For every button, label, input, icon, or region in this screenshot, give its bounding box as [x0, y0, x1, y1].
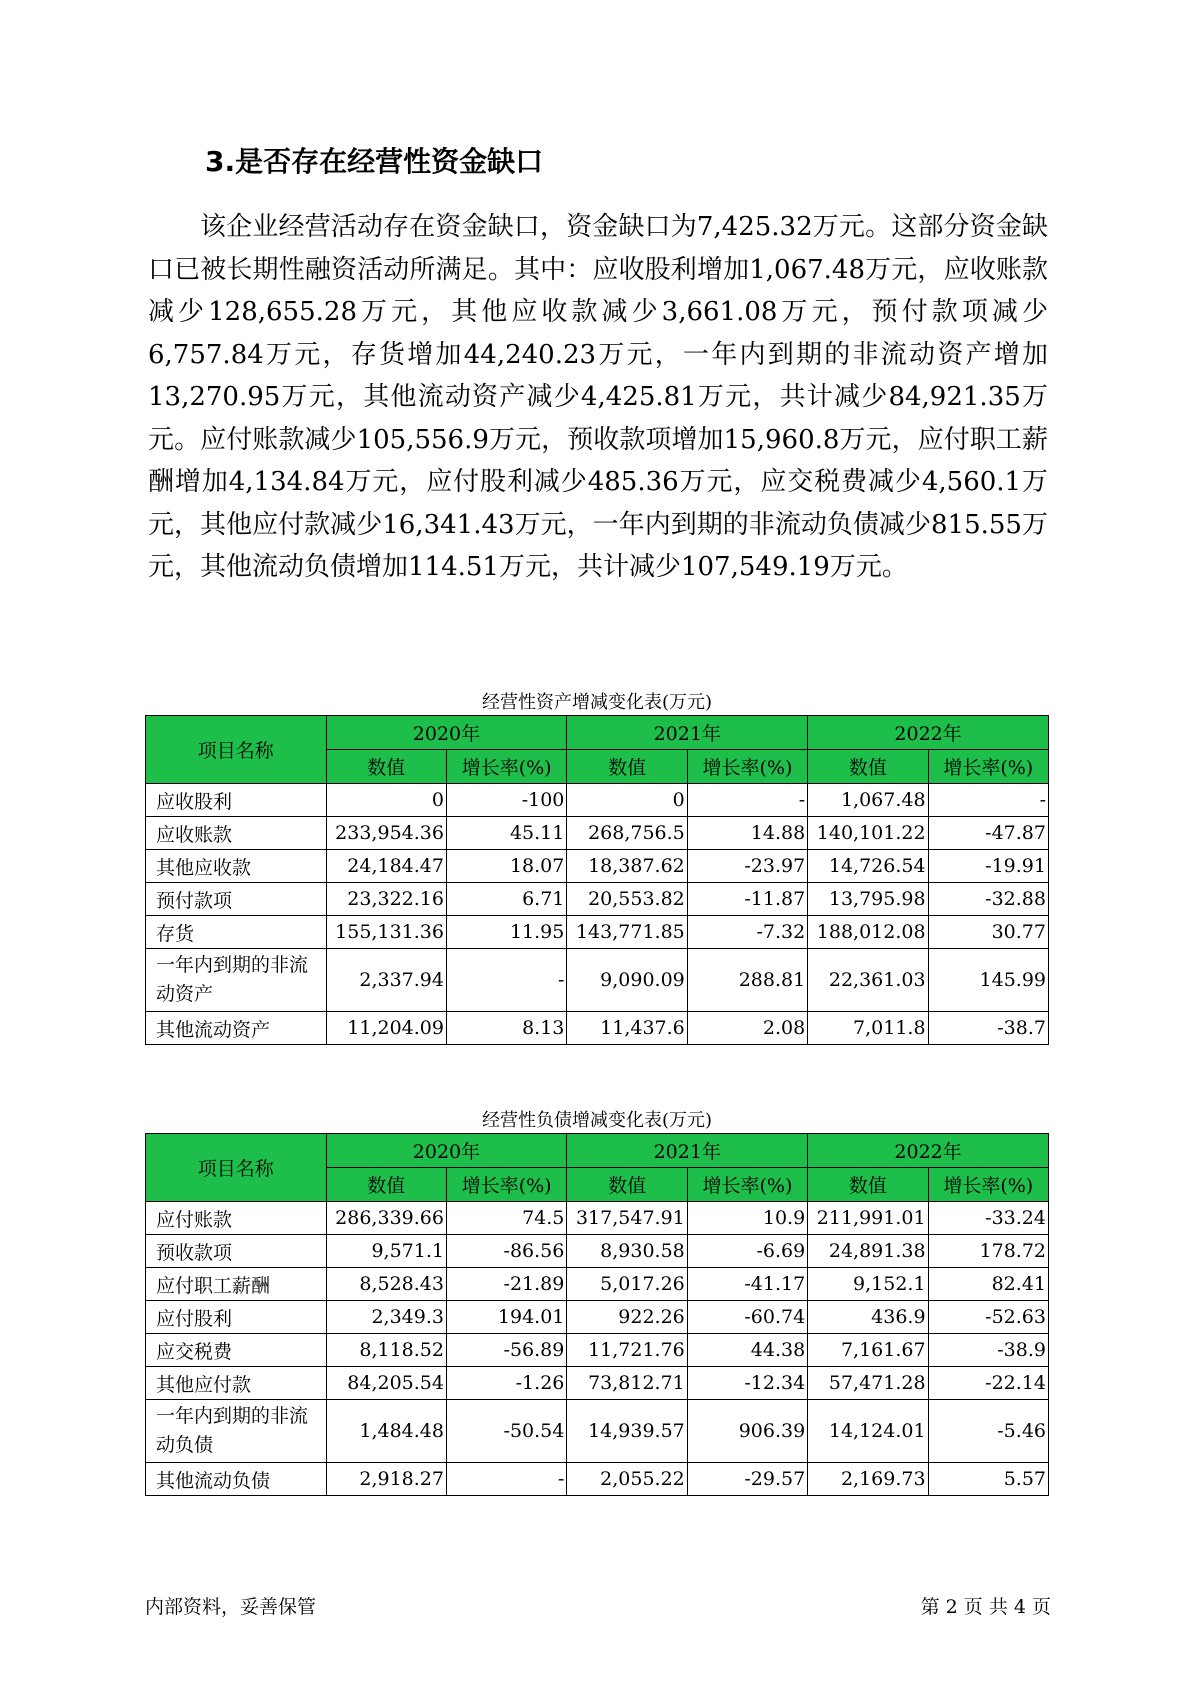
value-cell: 23,322.16: [326, 883, 446, 916]
table-row: [146, 1463, 1049, 1496]
value-cell: 57,471.28: [808, 1367, 928, 1400]
growth-rate-cell: 6.71: [446, 883, 566, 916]
growth-rate-cell: -6.69: [687, 1235, 807, 1268]
value-cell: 8,528.43: [326, 1268, 446, 1301]
growth-rate-cell: 82.41: [928, 1268, 1048, 1301]
value-cell: 22,361.03: [808, 949, 928, 1012]
value-cell: 9,152.1: [808, 1268, 928, 1301]
table-row: [146, 916, 1049, 949]
value-cell: 922.26: [567, 1301, 687, 1334]
value-cell: 7,161.67: [808, 1334, 928, 1367]
value-cell: 211,991.01: [808, 1202, 928, 1235]
header-rate: 增长率(%): [928, 1168, 1048, 1202]
header-item-name: 项目名称: [146, 716, 327, 784]
row-item-name: 预付款项: [146, 883, 327, 916]
table-row: [146, 1268, 1049, 1301]
growth-rate-cell: 2.08: [687, 1012, 807, 1045]
value-cell: 11,204.09: [326, 1012, 446, 1045]
header-year: 2022年: [808, 1134, 1049, 1168]
growth-rate-cell: 145.99: [928, 949, 1048, 1012]
value-cell: 9,090.09: [567, 949, 687, 1012]
asset-change-table: [145, 715, 1049, 1045]
row-item-name: 应交税费: [146, 1334, 327, 1367]
table-row: [146, 1012, 1049, 1045]
row-item-name: 应付职工薪酬: [146, 1268, 327, 1301]
growth-rate-cell: -41.17: [687, 1268, 807, 1301]
value-cell: 2,337.94: [326, 949, 446, 1012]
footer-confidential-note: 内部资料，妥善保管: [145, 1596, 317, 1618]
value-cell: 317,547.91: [567, 1202, 687, 1235]
row-item-name: 应收账款: [146, 817, 327, 850]
value-cell: 9,571.1: [326, 1235, 446, 1268]
growth-rate-cell: -50.54: [446, 1400, 566, 1463]
value-cell: 8,118.52: [326, 1334, 446, 1367]
row-item-name: 一年内到期的非流动负债: [146, 1400, 327, 1463]
header-rate: 增长率(%): [687, 750, 807, 784]
value-cell: 143,771.85: [567, 916, 687, 949]
value-cell: 24,184.47: [326, 850, 446, 883]
growth-rate-cell: 178.72: [928, 1235, 1048, 1268]
value-cell: 11,721.76: [567, 1334, 687, 1367]
liability-table-caption: 经营性负债增减变化表(万元): [481, 1110, 713, 1131]
value-cell: 84,205.54: [326, 1367, 446, 1400]
value-cell: 2,918.27: [326, 1463, 446, 1496]
growth-rate-cell: -33.24: [928, 1202, 1048, 1235]
value-cell: 14,124.01: [808, 1400, 928, 1463]
growth-rate-cell: -12.34: [687, 1367, 807, 1400]
value-cell: 140,101.22: [808, 817, 928, 850]
header-value: 数值: [567, 1168, 687, 1202]
table-row: [146, 949, 1049, 1012]
growth-rate-cell: -7.32: [687, 916, 807, 949]
header-rate: 增长率(%): [446, 750, 566, 784]
growth-rate-cell: -: [446, 949, 566, 1012]
growth-rate-cell: -5.46: [928, 1400, 1048, 1463]
growth-rate-cell: -1.26: [446, 1367, 566, 1400]
growth-rate-cell: -60.74: [687, 1301, 807, 1334]
growth-rate-cell: 11.95: [446, 916, 566, 949]
value-cell: 1,484.48: [326, 1400, 446, 1463]
value-cell: 24,891.38: [808, 1235, 928, 1268]
value-cell: 18,387.62: [567, 850, 687, 883]
header-year: 2022年: [808, 716, 1049, 750]
growth-rate-cell: -: [687, 784, 807, 817]
value-cell: 1,067.48: [808, 784, 928, 817]
growth-rate-cell: -86.56: [446, 1235, 566, 1268]
value-cell: 11,437.6: [567, 1012, 687, 1045]
growth-rate-cell: -29.57: [687, 1463, 807, 1496]
header-value: 数值: [808, 750, 928, 784]
growth-rate-cell: 14.88: [687, 817, 807, 850]
growth-rate-cell: -23.97: [687, 850, 807, 883]
value-cell: 14,939.57: [567, 1400, 687, 1463]
growth-rate-cell: 194.01: [446, 1301, 566, 1334]
value-cell: 286,339.66: [326, 1202, 446, 1235]
growth-rate-cell: 10.9: [687, 1202, 807, 1235]
liability-change-table: [145, 1133, 1049, 1496]
table-row: [146, 1400, 1049, 1463]
growth-rate-cell: 906.39: [687, 1400, 807, 1463]
value-cell: 436.9: [808, 1301, 928, 1334]
table-row: [146, 817, 1049, 850]
table-row: [146, 883, 1049, 916]
row-item-name: 存货: [146, 916, 327, 949]
growth-rate-cell: 74.5: [446, 1202, 566, 1235]
value-cell: 268,756.5: [567, 817, 687, 850]
growth-rate-cell: 30.77: [928, 916, 1048, 949]
growth-rate-cell: -47.87: [928, 817, 1048, 850]
table-row: [146, 1202, 1049, 1235]
row-item-name: 应付账款: [146, 1202, 327, 1235]
value-cell: 233,954.36: [326, 817, 446, 850]
header-rate: 增长率(%): [928, 750, 1048, 784]
asset-table-body: [146, 784, 1049, 1045]
row-item-name: 其他流动负债: [146, 1463, 327, 1496]
table-row: [146, 850, 1049, 883]
growth-rate-cell: 44.38: [687, 1334, 807, 1367]
value-cell: 0: [567, 784, 687, 817]
growth-rate-cell: 5.57: [928, 1463, 1048, 1496]
liability-table-body: [146, 1202, 1049, 1496]
value-cell: 14,726.54: [808, 850, 928, 883]
growth-rate-cell: -: [446, 1463, 566, 1496]
growth-rate-cell: 18.07: [446, 850, 566, 883]
row-item-name: 其他应收款: [146, 850, 327, 883]
value-cell: 73,812.71: [567, 1367, 687, 1400]
row-item-name: 其他应付款: [146, 1367, 327, 1400]
growth-rate-cell: -38.7: [928, 1012, 1048, 1045]
growth-rate-cell: 8.13: [446, 1012, 566, 1045]
value-cell: 0: [326, 784, 446, 817]
row-item-name: 其他流动资产: [146, 1012, 327, 1045]
header-year: 2020年: [326, 716, 567, 750]
footer-page-number: 第 2 页 共 4 页: [920, 1596, 1051, 1618]
header-item-name: 项目名称: [146, 1134, 327, 1202]
header-value: 数值: [326, 750, 446, 784]
value-cell: 5,017.26: [567, 1268, 687, 1301]
header-value: 数值: [326, 1168, 446, 1202]
row-item-name: 预收款项: [146, 1235, 327, 1268]
header-rate: 增长率(%): [687, 1168, 807, 1202]
table-row: [146, 1301, 1049, 1334]
asset-table-caption: 经营性资产增减变化表(万元): [481, 692, 713, 713]
value-cell: 155,131.36: [326, 916, 446, 949]
value-cell: 2,169.73: [808, 1463, 928, 1496]
value-cell: 2,349.3: [326, 1301, 446, 1334]
value-cell: 20,553.82: [567, 883, 687, 916]
value-cell: 7,011.8: [808, 1012, 928, 1045]
header-year: 2020年: [326, 1134, 567, 1168]
header-value: 数值: [567, 750, 687, 784]
growth-rate-cell: -52.63: [928, 1301, 1048, 1334]
growth-rate-cell: -100: [446, 784, 566, 817]
value-cell: 13,795.98: [808, 883, 928, 916]
row-item-name: 一年内到期的非流动资产: [146, 949, 327, 1012]
growth-rate-cell: -19.91: [928, 850, 1048, 883]
growth-rate-cell: 45.11: [446, 817, 566, 850]
table-row: [146, 1367, 1049, 1400]
section-heading: 3.是否存在经营性资金缺口: [205, 145, 544, 178]
header-year: 2021年: [567, 1134, 808, 1168]
table-row: [146, 1235, 1049, 1268]
table-row: [146, 1334, 1049, 1367]
growth-rate-cell: -21.89: [446, 1268, 566, 1301]
growth-rate-cell: -38.9: [928, 1334, 1048, 1367]
table-row: [146, 784, 1049, 817]
row-item-name: 应付股利: [146, 1301, 327, 1334]
header-value: 数值: [808, 1168, 928, 1202]
growth-rate-cell: 288.81: [687, 949, 807, 1012]
summary-paragraph: 该企业经营活动存在资金缺口，资金缺口为7,425.32万元。这部分资金缺口已被长期性融资活动所满足。其中：应收股利增加1,067.48万元，应收账款减少128,655.28万元，其他应收款减少3,661.08万元，预付款项减少6,757.84万元，存货增加44,240.23万元，一年内到期的非流动资产增加13,270.95万元，其他流动资产减少4,425.81万元，共计减少84,921.35万元。应付账款减少105,556.9万元，预收款项增加15,960.8万元，应付职工薪酬增加4,134.84万元，应付股利减少485.36万元，应交税费减少4,560.1万元，其他应付款减少16,341.43万元，一年内到期的非流动负债减少815.55万元，其他流动负债增加114.51万元，共计减少107,549.19万元。: [148, 212, 1048, 582]
header-rate: 增长率(%): [446, 1168, 566, 1202]
growth-rate-cell: -22.14: [928, 1367, 1048, 1400]
growth-rate-cell: -56.89: [446, 1334, 566, 1367]
growth-rate-cell: -: [928, 784, 1048, 817]
value-cell: 8,930.58: [567, 1235, 687, 1268]
row-item-name: 应收股利: [146, 784, 327, 817]
header-year: 2021年: [567, 716, 808, 750]
value-cell: 188,012.08: [808, 916, 928, 949]
growth-rate-cell: -11.87: [687, 883, 807, 916]
value-cell: 2,055.22: [567, 1463, 687, 1496]
growth-rate-cell: -32.88: [928, 883, 1048, 916]
